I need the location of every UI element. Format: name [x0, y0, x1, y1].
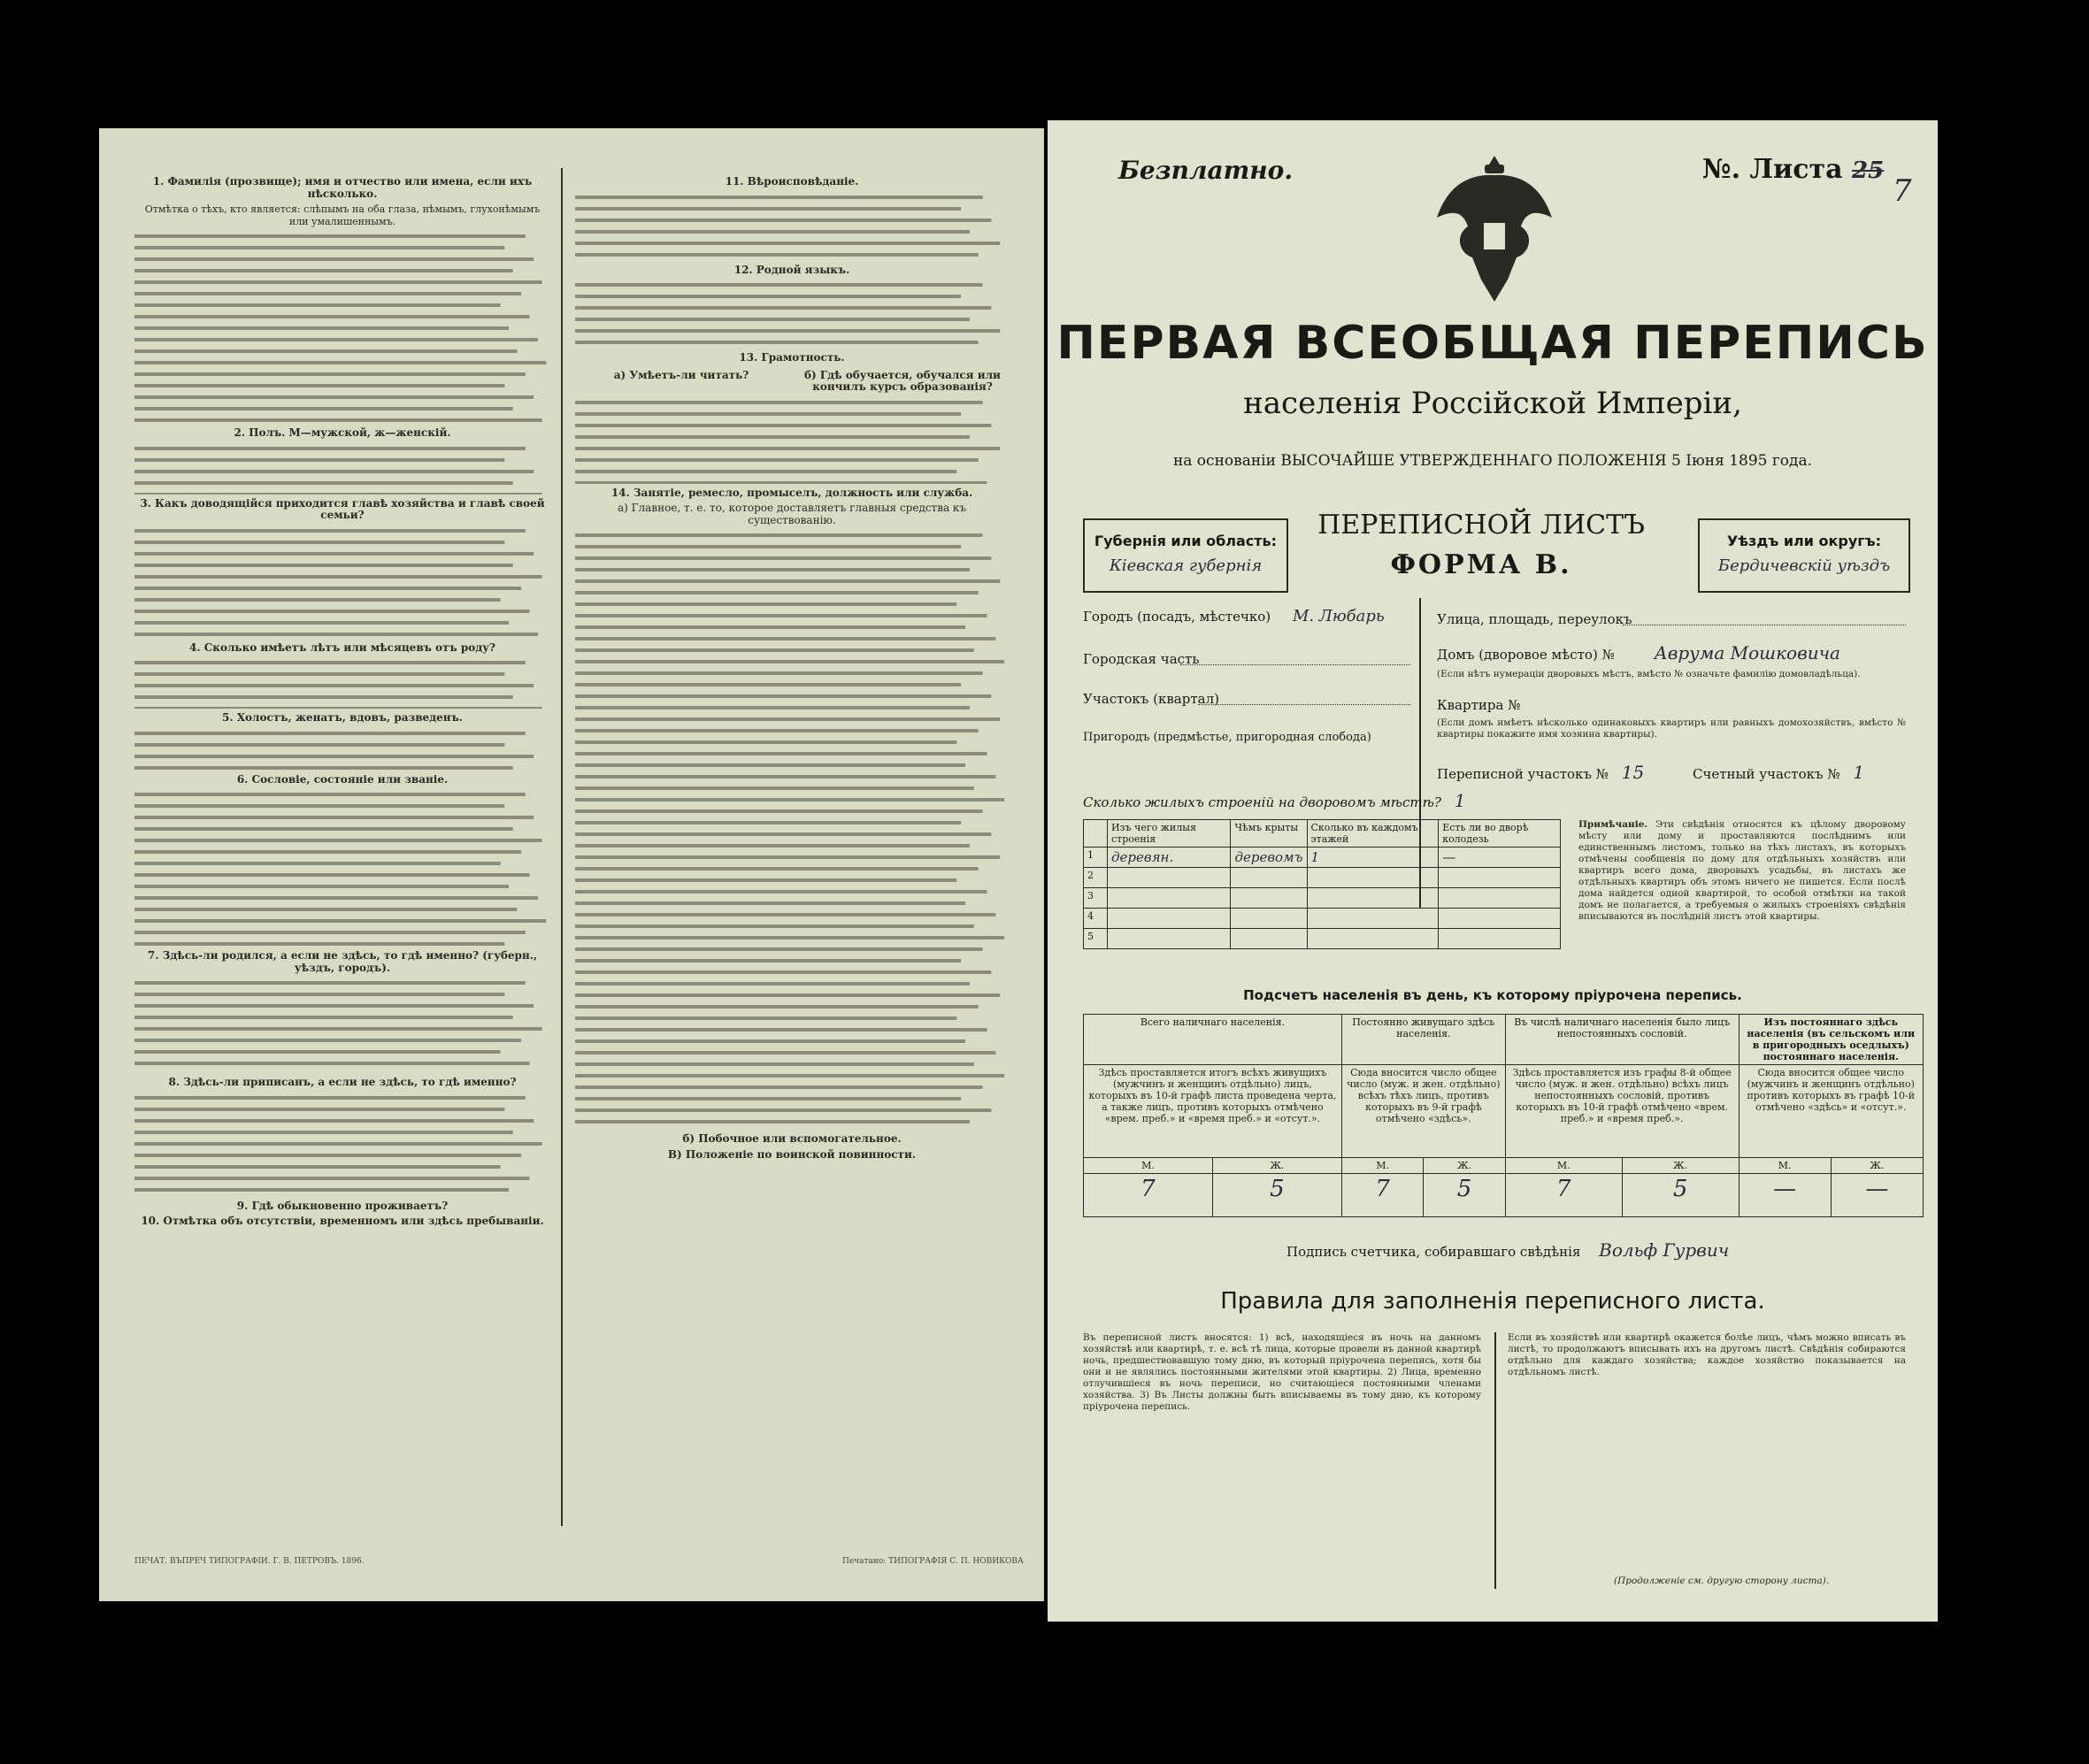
table-header-cell: Ж.	[1424, 1158, 1505, 1174]
rules-column-2: Если въ хозяйствѣ или квартирѣ окажется болѣе лицъ, чѣмъ можно вписать въ листѣ, то продолжаютъ вписывать ихъ на другомъ листѣ. Свѣдѣнія собираются отдѣльно для каждаго хозяйства; каждое хозяйство показывается на отдѣльномъ листѣ.	[1508, 1332, 1906, 1377]
table-cell	[1108, 868, 1231, 888]
table-header-cell: М.	[1341, 1158, 1423, 1174]
section-subheading: В) Положеніе по воинской повинности.	[667, 1147, 917, 1161]
table-cell: Сюда вносится число общее число (муж. и жен. отдѣльно) всѣхъ тѣхъ лицъ, противъ которыхъ въ 9-й графѣ отмѣчено «здѣсь».	[1341, 1065, 1505, 1158]
text-lines	[134, 976, 550, 1073]
left-page	[99, 128, 1044, 1601]
table-cell	[1231, 868, 1307, 888]
table-header-cell: Изъ чего жилыя строенія	[1108, 820, 1231, 847]
buildings-question	[1083, 790, 1465, 811]
section-subheading: б) Гдѣ обучается, обучался или кончилъ курсъ образованія?	[804, 368, 1001, 393]
text-lines	[134, 726, 550, 771]
printer-imprint: Печатано: ТИПОГРАФІЯ С. П. НОВИКОВА	[842, 1557, 1024, 1566]
text-lines	[575, 190, 1009, 261]
town-value: М. Любарь	[1292, 607, 1385, 625]
suburb-label: Пригородъ (предмѣстье, пригородная слобода)	[1083, 731, 1371, 744]
table-cell	[1231, 888, 1307, 909]
body-text-block	[134, 787, 550, 947]
table-row	[1084, 1065, 1924, 1158]
table-cell	[1307, 929, 1439, 949]
body-text-block	[134, 441, 550, 495]
left-column-2	[575, 173, 1009, 1526]
count-section-label: Счетный участокъ №	[1692, 766, 1840, 782]
table-cell: 5	[1424, 1174, 1505, 1217]
text-lines	[134, 787, 550, 947]
town-field	[1083, 607, 1385, 625]
table-cell	[1231, 909, 1307, 929]
house-label: Домъ (дворовое мѣсто) №	[1437, 647, 1615, 663]
table-row	[1084, 1174, 1924, 1217]
table-cell: —	[1439, 847, 1561, 868]
note-title: Примѣчаніе.	[1578, 819, 1648, 830]
table-cell	[1307, 909, 1439, 929]
table-header-cell: Изъ постояннаго здѣсь населенія (въ сельскомъ или в пригородныхъ оседлыхъ) постояннаго населенія.	[1739, 1015, 1923, 1065]
signature-label: Подпись счетчика, собиравшаго свѣдѣнія	[1286, 1244, 1581, 1260]
section-heading: 7. Здѣсь-ли родился, а если не здѣсь, то гдѣ именно? (губерн., уѣздъ, городъ).	[147, 949, 538, 974]
section-heading: 6. Сословіе, состояніе или званіе.	[236, 772, 449, 786]
district-label: Уѣздъ или округъ:	[1726, 533, 1882, 549]
section-heading: 4. Сколько имѣетъ лѣтъ или мѣсяцевъ отъ роду?	[189, 640, 495, 654]
form-title: ПЕРЕПИСНОЙ ЛИСТЪ	[1317, 510, 1645, 541]
section-subheading: б) Побочное или вспомогательное.	[682, 1132, 902, 1145]
table-cell: 5	[1212, 1174, 1341, 1217]
table-header-cell: Постоянно живущаго здѣсь населенія.	[1341, 1015, 1505, 1065]
table-cell	[1307, 868, 1439, 888]
district-value: Бердичевскій уѣздъ	[1717, 556, 1891, 575]
table-header-cell: Всего наличнаго населенія.	[1084, 1015, 1342, 1065]
table-cell	[1108, 909, 1231, 929]
section-heading: 2. Полъ. М—мужской, ж—женскій.	[234, 426, 451, 439]
table-header-cell: Чѣмъ крыты	[1231, 820, 1307, 847]
section-heading: 12. Родной языкъ.	[733, 263, 850, 276]
table-header-cell: Ж.	[1622, 1158, 1739, 1174]
count-title: Подсчетъ населенія въ день, къ которому пріурочена перепись.	[1243, 987, 1742, 1003]
table-cell: деревомъ	[1231, 847, 1307, 868]
body-text-block	[575, 395, 1009, 484]
rules-column-1: Въ переписной листъ вносятся: 1) всѣ, находящіеся въ ночь на данномъ хозяйствѣ или квартирѣ, т. е. всѣ тѣ лица, которые провели въ данной квартирѣ ночь, предшествовавшую тому дню, въ который пріурочена перепись, хотя бы они и не являлись постоянными жителями этой квартиры. 2) Лица, временно отлучившіеся въ ночь переписи, но считающіеся постоянными членами хозяйства. 3) Въ Листы должны быть вписываемы въ тому дню, къ которому пріурочена перепись.	[1083, 1332, 1481, 1412]
table-cell: 2	[1084, 868, 1108, 888]
table-cell: 5	[1084, 929, 1108, 949]
text-lines	[134, 441, 550, 495]
body-text-block	[134, 229, 550, 424]
section-heading: 11. Вѣроисповѣданіе.	[725, 175, 859, 188]
text-lines	[575, 278, 1009, 349]
table-cell: 4	[1084, 909, 1108, 929]
legal-basis: на основаніи ВЫСОЧАЙШЕ УТВЕРЖДЕННАГО ПОЛОЖЕНІЯ 5 Іюня 1895 года.	[1172, 452, 1813, 470]
body-text-block	[134, 976, 550, 1073]
house-note: (Если нѣтъ нумераціи дворовыхъ мѣстъ, вмѣсто № означьте фамилію домовладѣльца).	[1437, 669, 1861, 679]
census-section-value: 15	[1621, 762, 1645, 783]
table-header-cell: Ж.	[1212, 1158, 1341, 1174]
province-box	[1083, 518, 1288, 593]
free-label: Безплатно.	[1118, 156, 1294, 185]
buildings-question-text: Сколько жилыхъ строеній на дворовомъ мѣстѣ?	[1083, 794, 1441, 810]
table-header-cell: Сколько въ каждомъ этажей	[1307, 820, 1439, 847]
apartment-note: (Если домъ имѣетъ нѣсколько одинаковыхъ квартиръ или равныхъ домохозяйствъ, вмѣсто № квартиры покажите имя хозяина квартиры).	[1437, 717, 1906, 740]
column-divider	[561, 168, 563, 1526]
table-header-cell: Въ числѣ наличнаго населенія было лицъ непостоянныхъ сословій.	[1505, 1015, 1739, 1065]
text-lines	[134, 1091, 550, 1197]
buildings-count: 1	[1454, 790, 1466, 811]
column-divider	[1494, 1332, 1496, 1589]
table-cell: 5	[1622, 1174, 1739, 1217]
note-text: Эти свѣдѣнія относятся къ цѣлому дворовому мѣсту или дому и проставляются послѣднимъ или единственнымъ листомъ, только на тѣхъ листахъ, въ которыхъ отмѣчены сообщенія по дому для отдѣльныхъ хозяйствъ или квартиръ всего дома, дворовыхъ усадьбы, въ листахъ же отдѣльныхъ квартиръ объ этомъ ничего не пишется. Если послѣ дома найдется одной квартирой, то особой отмѣтки на такой домъ не полагается, а требуемыя о жилыхъ строеніяхъ свѣдѣнія вписываются въ послѣдній листъ этой квартиры.	[1578, 819, 1906, 922]
table-cell: 1	[1307, 847, 1439, 868]
sheet-number-value: 25	[1852, 157, 1885, 184]
left-column-1	[134, 173, 550, 1526]
table-header-cell: М.	[1084, 1158, 1213, 1174]
table-cell: Здѣсь проставляется итогъ всѣхъ живущихъ (мужчинъ и женщинъ отдѣльно) лицъ, которыхъ въ 10-й графѣ листа проведена черта, а также лицъ, противъ которыхъ отмѣчено «врем. преб.» и «время преб.» и «отсут.».	[1084, 1065, 1342, 1158]
form-letter: ФОРМА В.	[1390, 549, 1572, 580]
sheet-number	[1702, 154, 1884, 185]
province-label: Губернія или область:	[1094, 533, 1278, 549]
printer-imprint: ПЕЧАТ. ВЪПРЕЧ ТИПОГРАФІИ. Г. В. ПЕТРОВЪ. 1896.	[134, 1557, 365, 1566]
table-header-cell	[1084, 820, 1108, 847]
sheet-number-label: №. Листа	[1702, 154, 1843, 185]
table-cell	[1439, 888, 1561, 909]
text-lines	[575, 395, 1009, 484]
table-cell	[1439, 929, 1561, 949]
note-block	[1578, 819, 1906, 923]
document-subtitle: населенія Россійской Имперіи,	[1243, 386, 1742, 421]
section-line	[1198, 704, 1410, 705]
table-cell	[1108, 929, 1231, 949]
street-label: Улица, площадь, переулокъ	[1437, 611, 1632, 627]
table-cell: 7	[1505, 1174, 1622, 1217]
table-cell	[1439, 909, 1561, 929]
city-part-line	[1180, 664, 1410, 665]
section-heading: 1. Фамилія (прозвище); имя и отчество или имена, если ихъ нѣсколько.	[152, 175, 533, 200]
section-heading: 10. Отмѣтка объ отсутствіи, временномъ или здѣсь пребываніи.	[141, 1215, 544, 1227]
section-heading: 3. Какъ доводящійся приходится главѣ хозяйства и главѣ своей семьи?	[140, 496, 545, 521]
rules-continuation: (Продолженіе см. другую сторону листа).	[1614, 1576, 1830, 1586]
table-row	[1084, 1158, 1924, 1174]
apartment-label: Квартира №	[1437, 697, 1521, 713]
section-heading: 5. Холостъ, женатъ, вдовъ, разведенъ.	[222, 711, 463, 724]
table-cell: —	[1739, 1174, 1831, 1217]
table-header-row	[1084, 820, 1561, 847]
table-header-cell: Есть ли во дворѣ колодезь	[1439, 820, 1561, 847]
table-cell: Здѣсь проставляется изъ графы 8-й общее число (муж. и жен. отдѣльно) всѣхъ лицъ непостоянныхъ сословій, противъ которыхъ въ 10-й графѣ отмѣчено «врем. преб.» и «время преб.».	[1505, 1065, 1739, 1158]
table-cell	[1108, 888, 1231, 909]
document-title: ПЕРВАЯ ВСЕОБЩАЯ ПЕРЕПИСЬ	[1056, 317, 1929, 370]
right-page	[1048, 120, 1938, 1622]
table-cell: деревян.	[1108, 847, 1231, 868]
census-section-label: Переписной участокъ №	[1437, 766, 1609, 782]
section-subheading: а) Главное, т. е. то, которое доставляетъ главныя средства къ существованію.	[617, 502, 967, 526]
section-note: Отмѣтка о тѣхъ, кто является: слѣпымъ на оба глаза, нѣмымъ, глухонѣмымъ или умалишеннымъ.	[144, 203, 541, 227]
population-count-table	[1083, 1014, 1924, 1217]
table-cell: 1	[1084, 847, 1108, 868]
body-text-block	[134, 656, 550, 709]
signature-field	[1286, 1239, 1729, 1261]
section-heading: 13. Грамотность.	[739, 351, 845, 364]
section-heading: 14. Занятіе, ремесло, промыселъ, должность или служба.	[611, 486, 973, 499]
table-row	[1084, 929, 1561, 949]
body-text-block	[134, 726, 550, 771]
rules-title: Правила для заполненія переписного листа.	[1220, 1288, 1765, 1315]
text-lines	[575, 528, 1009, 1130]
text-lines	[134, 229, 550, 424]
body-text-block	[575, 278, 1009, 349]
table-cell: 7	[1084, 1174, 1213, 1217]
body-text-block	[575, 528, 1009, 1130]
table-row	[1084, 909, 1561, 929]
table-cell: 3	[1084, 888, 1108, 909]
body-text-block	[134, 1091, 550, 1197]
table-cell: 7	[1341, 1174, 1423, 1217]
corner-mark: 7	[1893, 173, 1912, 209]
body-text-block	[134, 524, 550, 639]
table-cell	[1307, 888, 1439, 909]
table-header-cell: М.	[1505, 1158, 1622, 1174]
table-header-row	[1084, 1015, 1924, 1065]
town-label: Городъ (посадъ, мѣстечко)	[1083, 609, 1271, 625]
buildings-table	[1083, 819, 1561, 949]
census-section-field	[1437, 762, 1864, 783]
city-part-label: Городская часть	[1083, 651, 1200, 667]
text-lines	[134, 656, 550, 709]
section-subheading: а) Умѣетъ-ли читать?	[613, 368, 749, 381]
table-cell	[1439, 868, 1561, 888]
table-cell: Сюда вносится общее число (мужчинъ и женщинъ отдѣльно) противъ которыхъ въ графѣ 10-й отмѣчено «здѣсь» и «отсут.».	[1739, 1065, 1923, 1158]
table-cell	[1231, 929, 1307, 949]
double-headed-eagle-icon	[1428, 147, 1561, 306]
table-header-cell: Ж.	[1831, 1158, 1923, 1174]
table-header-cell: М.	[1739, 1158, 1831, 1174]
table-row	[1084, 868, 1561, 888]
text-lines	[134, 524, 550, 639]
section-heading: 9. Гдѣ обыкновенно проживаетъ?	[236, 1199, 449, 1212]
district-box	[1698, 518, 1910, 593]
table-row	[1084, 847, 1561, 868]
table-cell: —	[1831, 1174, 1923, 1217]
province-value: Кіевская губернія	[1109, 556, 1263, 575]
section-label: Участокъ (квартал)	[1083, 691, 1219, 707]
body-text-block	[575, 190, 1009, 261]
count-section-value: 1	[1853, 762, 1865, 783]
house-value: Аврума Мошковича	[1654, 642, 1840, 663]
section-heading: 8. Здѣсь-ли приписанъ, а если не здѣсь, то гдѣ именно?	[168, 1076, 517, 1088]
table-row	[1084, 888, 1561, 909]
house-field	[1437, 642, 1840, 663]
signature-value: Вольф Гурвич	[1599, 1239, 1730, 1261]
